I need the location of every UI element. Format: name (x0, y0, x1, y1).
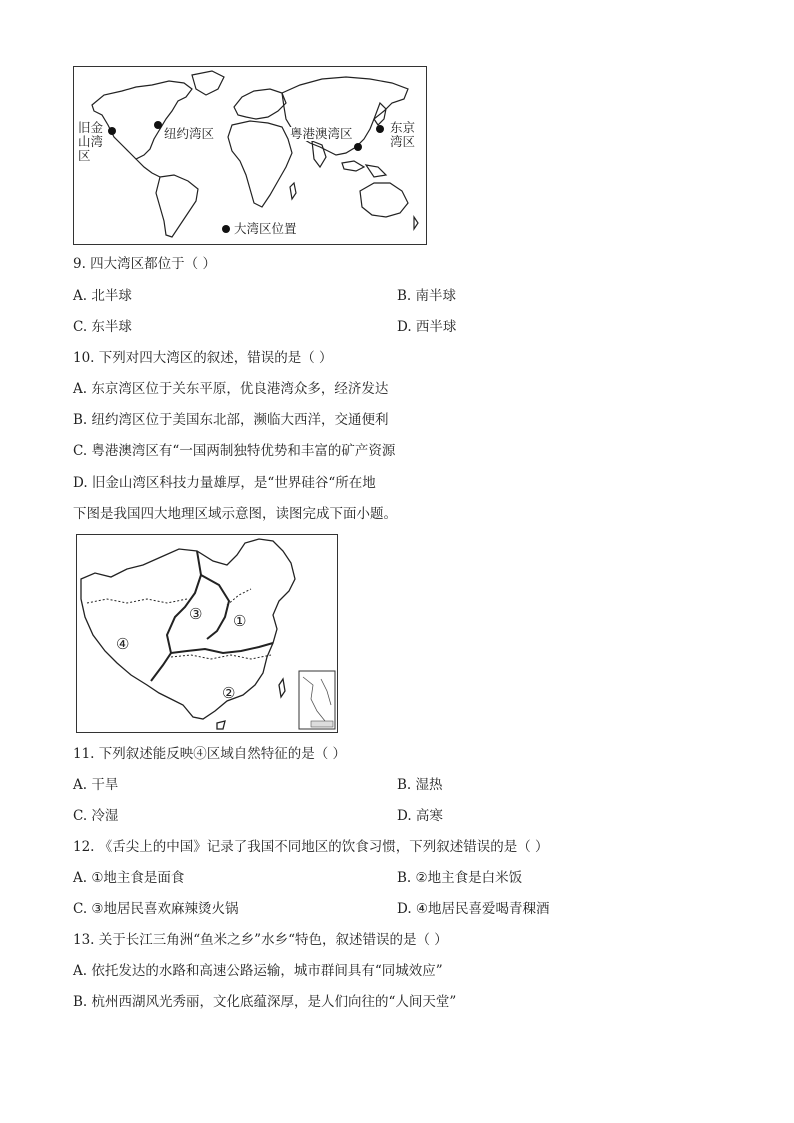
q9-option-b: B. 南半球 (397, 288, 457, 304)
map-legend-label: 大湾区位置 (234, 221, 297, 236)
region-3-label: ③ (189, 605, 203, 623)
q13-option-a: A. 依托发达的水路和高速公路运输，城市群间具有“同城效应” (73, 963, 443, 979)
q10-option-d: D. 旧金山湾区科技力量雄厚，是“世界硅谷“所在地 (73, 475, 376, 491)
q12-option-b: B. ②地主食是白米饭 (397, 870, 523, 886)
q10-option-a: A. 东京湾区位于关东平原，优良港湾众多，经济发达 (73, 381, 389, 397)
sf-bay-dot (108, 127, 116, 135)
q11-option-d: D. 高寒 (397, 808, 443, 824)
q9-option-a: A. 北半球 (73, 288, 132, 304)
q12-stem: 12. 《舌尖上的中国》记录了我国不同地区的饮食习惯，下列叙述错误的是（ ） (73, 839, 549, 855)
q12-option-a: A. ①地主食是面食 (73, 870, 185, 886)
world-map-figure (73, 66, 427, 245)
q11-stem: 11. 下列叙述能反映④区域自然特征的是（ ） (73, 746, 347, 762)
tokyo-bay-label: 东京 湾区 (390, 120, 416, 149)
sf-bay-label: 旧金 山湾 区 (78, 120, 104, 163)
q10-option-b: B. 纽约湾区位于美国东北部，濒临大西洋，交通便利 (73, 412, 389, 428)
region-1-label: ① (233, 612, 247, 630)
q12-option-c: C. ③地居民喜欢麻辣烫火锅 (73, 901, 239, 917)
q9-stem: 9. 四大湾区都位于（ ） (73, 256, 216, 272)
q10-stem: 10. 下列对四大湾区的叙述，错误的是（ ） (73, 350, 333, 366)
q10-option-c: C. 粤港澳湾区有“一国两制独特优势和丰富的矿产资源 (73, 443, 396, 459)
q13-option-b: B. 杭州西湖风光秀丽，文化底蕴深厚，是人们向往的“人间天堂” (73, 994, 457, 1010)
ny-bay-label: 纽约湾区 (164, 126, 215, 141)
gba-bay-label: 粤港澳湾区 (290, 126, 353, 141)
q12-option-d: D. ④地居民喜爱喝青稞酒 (397, 901, 550, 917)
q13-stem: 13. 关于长江三角洲“鱼米之乡”水乡“特色，叙述错误的是（ ） (73, 932, 448, 948)
q9-option-c: C. 东半球 (73, 319, 132, 335)
world-map-drawing (74, 67, 426, 244)
q11-option-b: B. 湿热 (397, 777, 443, 793)
legend-dot (222, 225, 230, 233)
china-map-figure (76, 534, 338, 733)
china-map-drawing (77, 535, 337, 732)
ny-bay-dot (154, 121, 162, 129)
region-4-label: ④ (116, 635, 130, 653)
q9-option-d: D. 西半球 (397, 319, 457, 335)
region-2-label: ② (222, 684, 236, 702)
q11-option-c: C. 冷湿 (73, 808, 119, 824)
gba-bay-dot (354, 143, 362, 151)
china-map-intro: 下图是我国四大地理区域示意图，读图完成下面小题。 (73, 506, 397, 522)
tokyo-bay-dot (376, 125, 384, 133)
q11-option-a: A. 干旱 (73, 777, 119, 793)
